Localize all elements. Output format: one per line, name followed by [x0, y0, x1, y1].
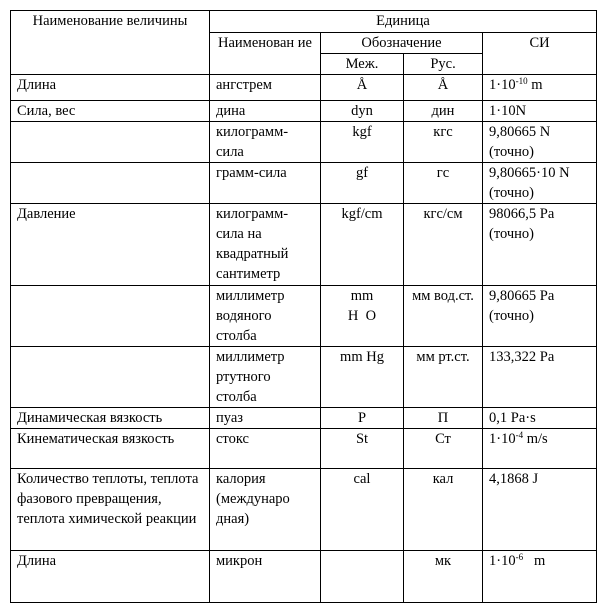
quantity-cell: Количество теплоты, теплота фазового превращения, теплота химической реакции: [11, 469, 210, 551]
unit-name-cell: миллиметр водяного столба: [210, 286, 321, 347]
si-value-cell: 98066,5 Pa (точно): [483, 204, 597, 286]
table-row: [11, 408, 597, 429]
si-unit: m: [527, 77, 543, 93]
si-exponent: -6: [515, 552, 524, 562]
intl-symbol-cell: [321, 551, 404, 603]
rus-symbol-cell: мм рт.ст.: [404, 347, 483, 408]
si-base: 1·10: [489, 77, 516, 93]
table-row: [11, 75, 597, 101]
unit-name-cell: микрон: [210, 551, 321, 603]
si-value-cell: 4,1868 J: [483, 469, 597, 551]
si-value-cell: 133,322 Pa: [483, 347, 597, 408]
table-row: [11, 101, 597, 122]
document-page: [10, 10, 597, 603]
table-row: [11, 163, 597, 204]
unit-name-cell: миллиметр ртутного столба: [210, 347, 321, 408]
intl-symbol-cell: Å: [321, 75, 404, 101]
header-intl: Меж.: [321, 54, 404, 75]
quantity-cell: Давление: [11, 204, 210, 286]
si-value-cell: 9,80665 N (точно): [483, 122, 597, 163]
quantity-cell: Сила, вес: [11, 101, 210, 122]
header-quantity-name: Наименование величины: [11, 11, 210, 75]
table-row: [11, 551, 597, 603]
header-designation: Обозначение: [321, 33, 483, 54]
intl-symbol-cell: kgf/cm: [321, 204, 404, 286]
si-value-cell: [483, 75, 597, 101]
rus-symbol-cell: гс: [404, 163, 483, 204]
si-base: 1·10: [489, 431, 516, 447]
table-row: [11, 469, 597, 551]
rus-symbol-cell: кгс: [404, 122, 483, 163]
si-unit: m/s: [523, 431, 548, 447]
unit-name-cell: стокс: [210, 429, 321, 469]
si-unit: m: [523, 553, 546, 569]
intl-symbol-cell: mm Hg: [321, 347, 404, 408]
rus-symbol-cell: Å: [404, 75, 483, 101]
rus-symbol-cell: мк: [404, 551, 483, 603]
intl-symbol-cell: kgf: [321, 122, 404, 163]
quantity-cell: [11, 286, 210, 347]
quantity-cell: [11, 122, 210, 163]
header-unit-name: Наименован ие: [210, 33, 321, 75]
header-si: СИ: [483, 33, 597, 75]
si-exponent: -4: [515, 430, 524, 440]
rus-symbol-cell: Ст: [404, 429, 483, 469]
si-value-cell: 0,1 Pa·s: [483, 408, 597, 429]
rus-symbol-cell: дин: [404, 101, 483, 122]
table-row: [11, 429, 597, 469]
header-unit: Единица: [210, 11, 597, 33]
intl-symbol-cell: dyn: [321, 101, 404, 122]
intl-symbol-cell: cal: [321, 469, 404, 551]
table-row: [11, 347, 597, 408]
rus-symbol-cell: кал: [404, 469, 483, 551]
si-value-cell: [483, 551, 597, 603]
quantity-cell: Длина: [11, 551, 210, 603]
unit-name-cell: дина: [210, 101, 321, 122]
quantity-cell: Длина: [11, 75, 210, 101]
si-exponent: -10: [515, 76, 528, 86]
si-value-cell: 9,80665 Pa (точно): [483, 286, 597, 347]
intl-symbol-cell: mm H O: [321, 286, 404, 347]
table-row: [11, 286, 597, 347]
rus-symbol-cell: мм вод.ст.: [404, 286, 483, 347]
quantity-cell: Кинематическая вязкость: [11, 429, 210, 469]
unit-name-cell: ангстрем: [210, 75, 321, 101]
quantity-cell: [11, 163, 210, 204]
rus-symbol-cell: П: [404, 408, 483, 429]
unit-name-cell: пуаз: [210, 408, 321, 429]
si-value-cell: 9,80665·10 N (точно): [483, 163, 597, 204]
unit-name-cell: килограмм-сила: [210, 122, 321, 163]
table-row: [11, 204, 597, 286]
units-table: [10, 10, 597, 603]
header-rus: Рус.: [404, 54, 483, 75]
si-value-cell: [483, 429, 597, 469]
header-row-1: [11, 11, 597, 33]
quantity-cell: Динамическая вязкость: [11, 408, 210, 429]
quantity-cell: [11, 347, 210, 408]
intl-symbol-cell: St: [321, 429, 404, 469]
intl-symbol-cell: P: [321, 408, 404, 429]
intl-symbol-cell: gf: [321, 163, 404, 204]
si-base: 1·10: [489, 553, 516, 569]
table-row: [11, 122, 597, 163]
unit-name-cell: калория (междунаро дная): [210, 469, 321, 551]
unit-name-cell: грамм-сила: [210, 163, 321, 204]
unit-name-cell: килограмм-сила на квадратный сантиметр: [210, 204, 321, 286]
si-value-cell: 1·10N: [483, 101, 597, 122]
rus-symbol-cell: кгс/см: [404, 204, 483, 286]
